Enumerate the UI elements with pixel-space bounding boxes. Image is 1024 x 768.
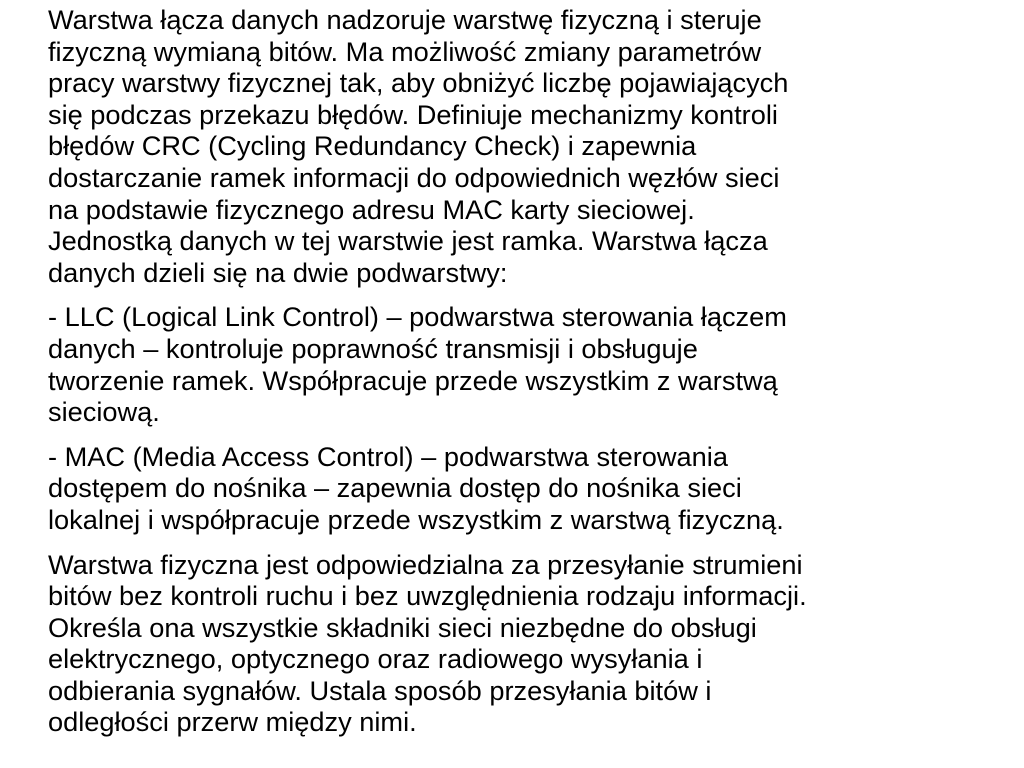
- text-line: sieciową.: [48, 396, 160, 428]
- text-line: Jednostką danych w tej warstwie jest ramka. Warstwa łącza: [48, 225, 768, 257]
- text-line: - MAC (Media Access Control) – podwarstwa sterowania: [48, 440, 728, 472]
- text-line: błędów CRC (Cycling Redundancy Check) i zapewnia: [48, 130, 697, 162]
- paragraph-llc: [48, 301, 1008, 427]
- text-line: danych dzieli się na dwie podwarstwy:: [48, 256, 508, 288]
- text-line: odległości przerw między nimi.: [48, 706, 417, 738]
- text-line: elektrycznego, optycznego oraz radiowego wysyłania i: [48, 643, 703, 675]
- text-line: się podczas przekazu błędów. Definiuje mechanizmy kontroli: [48, 98, 778, 130]
- paragraph-physical-layer: [48, 549, 1008, 739]
- text-line: dostarczanie ramek informacji do odpowiednich węzłów sieci: [48, 161, 780, 193]
- text-line: fizyczną wymianą bitów. Ma możliwość zmiany parametrów: [48, 35, 762, 67]
- slide-body: [48, 4, 1008, 751]
- text-line: Warstwa łącza danych nadzoruje warstwę fizyczną i steruje: [48, 4, 762, 35]
- text-line: Warstwa fizyczna jest odpowiedzialna za przesyłanie strumieni: [48, 548, 803, 580]
- paragraph-mac: [48, 441, 1008, 536]
- text-line: tworzenie ramek. Współpracuje przede wszystkim z warstwą: [48, 364, 778, 396]
- text-line: pracy warstwy fizycznej tak, aby obniżyć liczbę pojawiających: [48, 67, 789, 99]
- text-line: odbierania sygnałów. Ustala sposób przesyłania bitów i: [48, 674, 712, 706]
- text-line: dostępem do nośnika – zapewnia dostęp do nośnika sieci: [48, 472, 742, 504]
- text-line: bitów bez kontroli ruchu i bez uwzględnienia rodzaju informacji.: [48, 580, 807, 612]
- text-line: na podstawie fizycznego adresu MAC karty sieciowej.: [48, 193, 695, 225]
- text-line: Określa ona wszystkie składniki sieci niezbędne do obsługi: [48, 611, 757, 643]
- text-line: lokalnej i współpracuje przede wszystkim z warstwą fizyczną.: [48, 503, 784, 535]
- text-line: - LLC (Logical Link Control) – podwarstwa sterowania łączem: [48, 301, 787, 333]
- text-line: danych – kontroluje poprawność transmisji i obsługuje: [48, 332, 698, 364]
- paragraph-data-link-layer: [48, 4, 1008, 288]
